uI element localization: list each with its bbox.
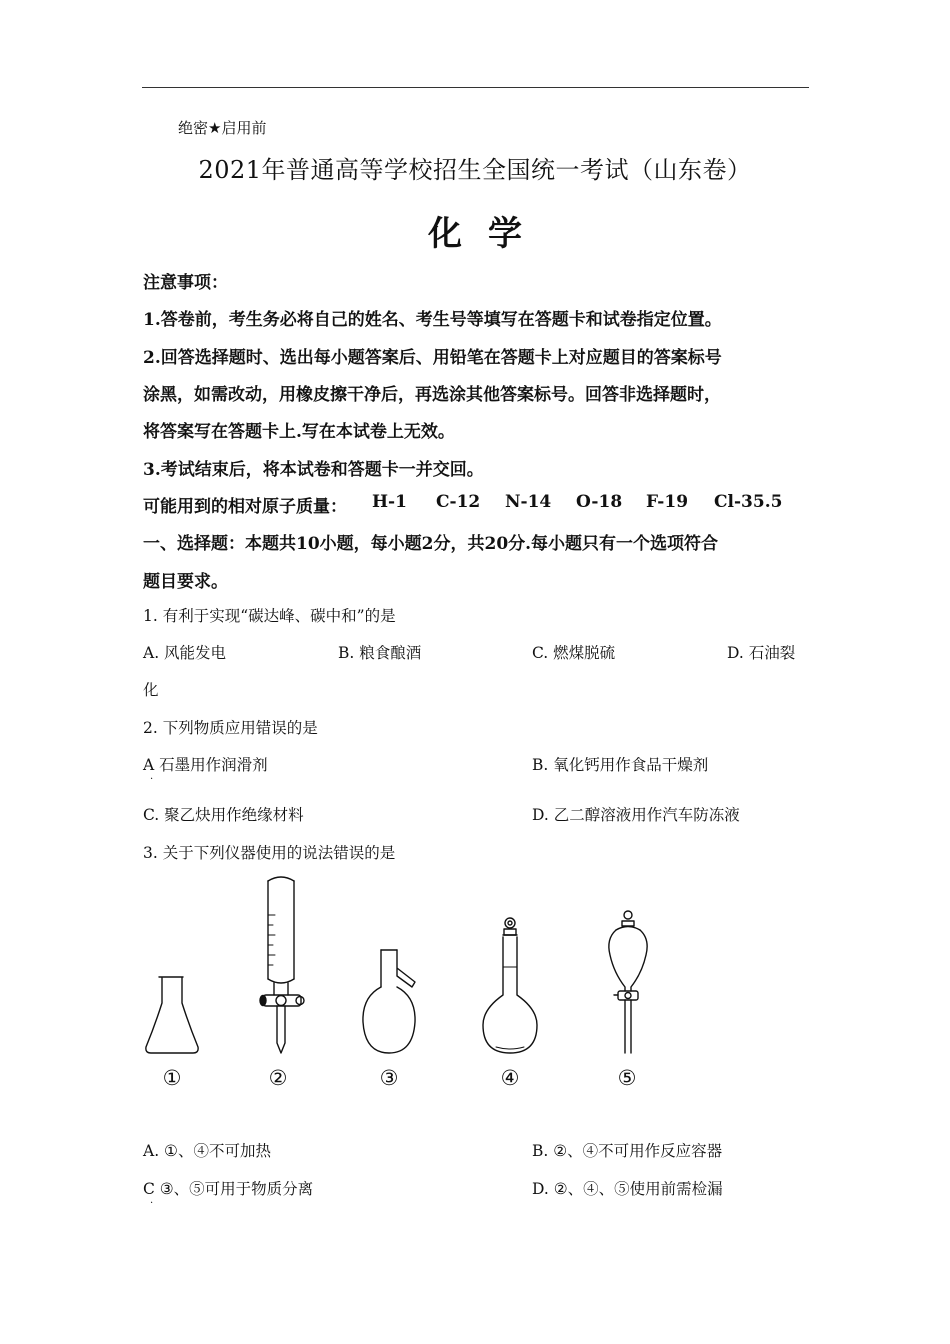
notes-heading: 注意事项： xyxy=(143,273,228,293)
apparatus-label-5: ⑤ xyxy=(617,1066,637,1090)
q2-option-b: B. 氧化钙用作食品干燥剂 xyxy=(532,756,709,774)
mass-f: F-19 xyxy=(646,492,689,512)
q2-option-a: A 石墨用作润滑剂 xyxy=(143,756,268,774)
notes-line-2c: 将答案写在答题卡上.写在本试卷上无效。 xyxy=(143,422,455,442)
section-line-2: 题目要求。 xyxy=(143,572,228,592)
mass-n: N-14 xyxy=(505,492,552,512)
section-line-1: 一、选择题：本题共10小题，每小题2分，共20分.每小题只有一个选项符合 xyxy=(143,534,719,554)
exam-title: 2021年普通高等学校招生全国统一考试（山东卷） xyxy=(198,156,752,184)
separatory-funnel-icon xyxy=(609,911,647,1053)
q1-option-b: B. 粮食酿酒 xyxy=(338,644,422,662)
q1-option-c: C. 燃煤脱硫 xyxy=(532,644,616,662)
q3-option-c-dot: . xyxy=(150,1195,154,1206)
q1-option-d-cont: 化 xyxy=(143,681,159,699)
erlenmeyer-flask-icon xyxy=(146,977,198,1053)
q2-stem: 2. 下列物质应用错误的是 xyxy=(143,719,318,737)
volumetric-flask-icon xyxy=(483,918,537,1053)
secret-label: 绝密★启用前 xyxy=(178,119,267,137)
q1-stem: 1. 有利于实现“碳达峰、碳中和”的是 xyxy=(143,607,396,625)
q2-option-a-dot: . xyxy=(150,771,154,782)
mass-c: C-12 xyxy=(436,492,481,512)
top-rule xyxy=(142,87,809,88)
q3-stem: 3. 关于下列仪器使用的说法错误的是 xyxy=(143,844,396,862)
subject-title: 化学 xyxy=(428,214,548,254)
q2-option-c: C. 聚乙炔用作绝缘材料 xyxy=(143,806,304,824)
apparatus-label-4: ④ xyxy=(500,1066,520,1090)
distillation-flask-icon xyxy=(363,950,415,1053)
q1-option-a: A. 风能发电 xyxy=(143,644,227,662)
apparatus-label-1: ① xyxy=(162,1066,182,1090)
q3-option-d: D. ②、④、⑤使用前需检漏 xyxy=(532,1180,723,1198)
q2-option-d: D. 乙二醇溶液用作汽车防冻液 xyxy=(532,806,740,824)
notes-line-3: 3.考试结束后，将本试卷和答题卡一并交回。 xyxy=(143,460,484,480)
mass-h: H-1 xyxy=(372,492,407,512)
burette-icon xyxy=(260,877,304,1053)
mass-cl: Cl-35.5 xyxy=(714,492,783,512)
notes-line-1: 1.答卷前，考生务必将自己的姓名、考生号等填写在答题卡和试卷指定位置。 xyxy=(143,310,722,330)
masses-label: 可能用到的相对原子质量： xyxy=(143,497,347,517)
mass-o: O-18 xyxy=(576,492,623,512)
apparatus-label-2: ② xyxy=(268,1066,288,1090)
apparatus-figure xyxy=(0,875,950,1055)
apparatus-label-3: ③ xyxy=(379,1066,399,1090)
notes-line-2b: 涂黑，如需改动，用橡皮擦干净后，再选涂其他答案标号。回答非选择题时， xyxy=(143,385,721,405)
q3-option-a: A. ①、④不可加热 xyxy=(143,1142,271,1160)
q3-option-b: B. ②、④不可用作反应容器 xyxy=(532,1142,723,1160)
q1-option-d: D. 石油裂 xyxy=(727,644,796,662)
q3-option-c: C ③、⑤可用于物质分离 xyxy=(143,1180,314,1198)
notes-line-2a: 2.回答选择题时、选出每小题答案后、用铅笔在答题卡上对应题目的答案标号 xyxy=(143,348,722,368)
